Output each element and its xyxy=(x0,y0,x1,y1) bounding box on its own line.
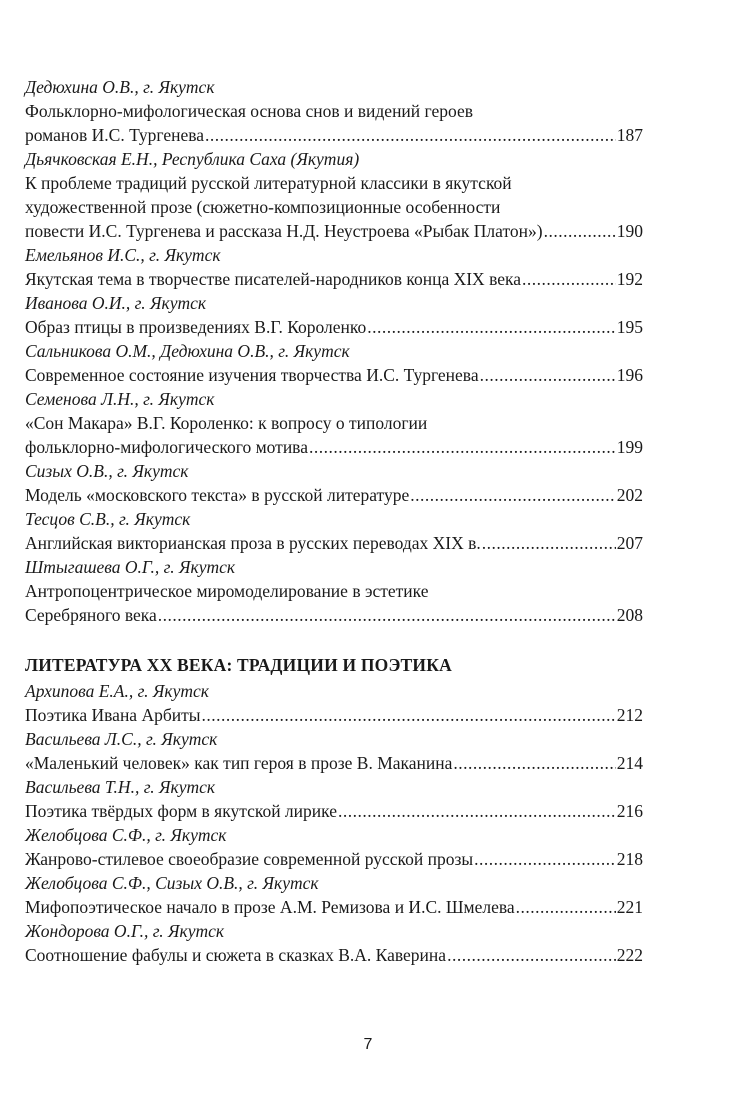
entry-page-number: 222 xyxy=(616,945,643,965)
entry-author: Емельянов И.С., г. Якутск xyxy=(25,245,221,265)
entry-title-with-page xyxy=(25,315,643,339)
toc-entry xyxy=(25,147,643,243)
entry-author: Васильева Т.Н., г. Якутск xyxy=(25,777,216,797)
dot-leader xyxy=(447,943,616,967)
entry-author: Желобцова С.Ф., г. Якутск xyxy=(25,825,227,845)
entry-title-with-page xyxy=(25,123,643,147)
section-heading: ЛИТЕРАТУРА XX ВЕКА: ТРАДИЦИИ И ПОЭТИКА xyxy=(25,655,452,675)
entry-title-with-page xyxy=(25,219,643,243)
dot-leader xyxy=(202,703,616,727)
toc-entry xyxy=(25,291,643,339)
entry-title-line: Якутская тема в творчестве писателей-народников конца XIX века xyxy=(25,269,522,289)
entry-page-number: 202 xyxy=(616,485,643,505)
entry-title-with-page xyxy=(25,531,643,555)
dot-leader xyxy=(338,799,616,823)
toc-entry xyxy=(25,243,643,291)
entry-title-with-page xyxy=(25,943,643,967)
entry-title-with-page xyxy=(25,603,643,627)
entry-title-line: художественной прозе (сюжетно-композиционные особенности xyxy=(25,197,501,217)
toc-entry xyxy=(25,775,643,823)
entry-page-number: 218 xyxy=(616,849,643,869)
entry-page-number: 196 xyxy=(616,365,643,385)
entry-title-line: Современное состояние изучения творчества И.С. Тургенева xyxy=(25,365,479,385)
dot-leader xyxy=(482,531,616,555)
dot-leader xyxy=(309,435,616,459)
toc-entry xyxy=(25,919,643,967)
entry-title-with-page xyxy=(25,799,643,823)
entry-title-with-page xyxy=(25,751,643,775)
page-number: 7 xyxy=(363,1036,373,1053)
entry-title-line: Поэтика твёрдых форм в якутской лирике xyxy=(25,801,337,821)
entry-title-line: «Сон Макара» В.Г. Короленко: к вопросу о типологии xyxy=(25,413,428,433)
toc-section-continued xyxy=(25,75,643,627)
toc-entry xyxy=(25,339,643,387)
entry-title-line: Жанрово-стилевое своеобразие современной русской прозы xyxy=(25,849,474,869)
entry-author: Сальникова О.М., Дедюхина О.В., г. Якутск xyxy=(25,341,350,361)
entry-author: Тесцов С.В., г. Якутск xyxy=(25,509,191,529)
entry-title-line: романов И.С. Тургенева xyxy=(25,125,205,145)
entry-title-with-page xyxy=(25,895,643,919)
entry-author: Сизых О.В., г. Якутск xyxy=(25,461,189,481)
entry-page-number: 195 xyxy=(616,317,643,337)
entry-title-line: фольклорно-мифологического мотива xyxy=(25,437,308,457)
entry-author: Семенова Л.Н., г. Якутск xyxy=(25,389,215,409)
entry-author: Штыгашева О.Г., г. Якутск xyxy=(25,557,236,577)
entry-title-line: Антропоцентрическое миромоделирование в эстетике xyxy=(25,581,429,601)
entry-page-number: 208 xyxy=(616,605,643,625)
dot-leader xyxy=(158,603,616,627)
dot-leader xyxy=(522,267,616,291)
dot-leader xyxy=(410,483,616,507)
entry-author: Жондорова О.Г., г. Якутск xyxy=(25,921,225,941)
dot-leader xyxy=(516,895,616,919)
entry-title-line: повести И.С. Тургенева и рассказа Н.Д. Неустроева «Рыбак Платон») xyxy=(25,221,543,241)
toc-entry xyxy=(25,459,643,507)
toc-section xyxy=(25,653,643,967)
toc-entry xyxy=(25,823,643,871)
entry-page-number: 187 xyxy=(616,125,643,145)
entry-title-line: Поэтика Ивана Арбиты xyxy=(25,705,201,725)
dot-leader xyxy=(480,363,616,387)
entry-page-number: 214 xyxy=(616,753,643,773)
toc-entry xyxy=(25,555,643,627)
entry-page-number: 207 xyxy=(616,533,643,553)
entry-title-line: Образ птицы в произведениях В.Г. Короленко xyxy=(25,317,367,337)
dot-leader xyxy=(544,219,616,243)
entry-author: Желобцова С.Ф., Сизых О.В., г. Якутск xyxy=(25,873,319,893)
entry-author: Дедюхина О.В., г. Якутск xyxy=(25,77,215,97)
entry-page-number: 216 xyxy=(616,801,643,821)
entry-title-line: Модель «московского текста» в русской литературе xyxy=(25,485,410,505)
entry-page-number: 192 xyxy=(616,269,643,289)
entry-title-line: Серебряного века xyxy=(25,605,157,625)
entry-title-line: «Маленький человек» как тип героя в прозе В. Маканина xyxy=(25,753,453,773)
entry-title-line: Мифопоэтическое начало в прозе А.М. Ремизова и И.С. Шмелева xyxy=(25,897,515,917)
dot-leader xyxy=(205,123,616,147)
entry-author: Дьячковская Е.Н., Республика Саха (Якутия) xyxy=(25,149,360,169)
entry-title-with-page xyxy=(25,847,643,871)
table-of-contents xyxy=(25,75,643,967)
entry-title-with-page xyxy=(25,363,643,387)
entry-author: Васильева Л.С., г. Якутск xyxy=(25,729,218,749)
entry-title-with-page xyxy=(25,435,643,459)
toc-entry xyxy=(25,75,643,147)
entry-title-with-page xyxy=(25,703,643,727)
toc-entry xyxy=(25,387,643,459)
entry-title-line: Фольклорно-мифологическая основа снов и видений героев xyxy=(25,101,473,121)
toc-entry xyxy=(25,679,643,727)
entry-title-with-page xyxy=(25,483,643,507)
entry-title-with-page xyxy=(25,267,643,291)
entry-page-number: 212 xyxy=(616,705,643,725)
entry-page-number: 190 xyxy=(616,221,643,241)
entry-page-number: 221 xyxy=(616,897,643,917)
entry-title-line: Английская викторианская проза в русских переводах XIX в. xyxy=(25,533,481,553)
toc-entry xyxy=(25,727,643,775)
toc-entry xyxy=(25,507,643,555)
entry-author: Иванова О.И., г. Якутск xyxy=(25,293,207,313)
dot-leader xyxy=(367,315,615,339)
entry-page-number: 199 xyxy=(616,437,643,457)
entry-title-line: К проблеме традиций русской литературной классики в якутской xyxy=(25,173,512,193)
dot-leader xyxy=(474,847,616,871)
entry-title-line: Соотношение фабулы и сюжета в сказках В.А. Каверина xyxy=(25,945,447,965)
dot-leader xyxy=(453,751,615,775)
entry-author: Архипова Е.А., г. Якутск xyxy=(25,681,209,701)
toc-entry xyxy=(25,871,643,919)
